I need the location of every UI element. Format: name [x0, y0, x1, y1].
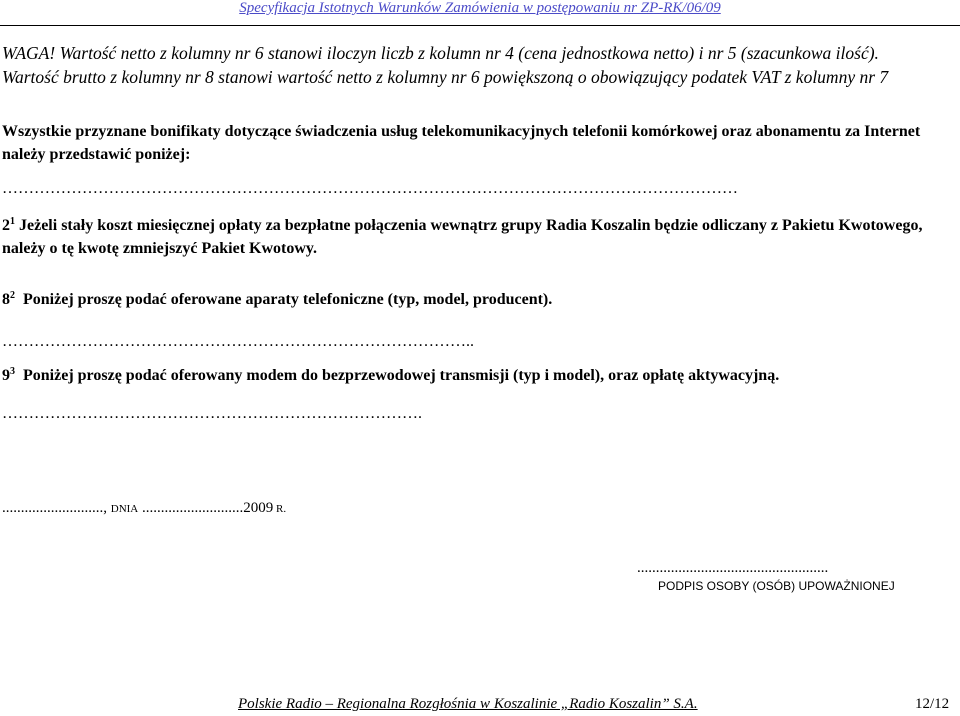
bonuses-line-2: należy przedstawić poniżej: [2, 146, 191, 163]
footnote-1-line-2: należy o tę kwotę zmniejszyć Pakiet Kwotowy. [2, 240, 318, 257]
bonuses-line-1: Wszystkie przyznane bonifikaty dotyczące świadczenia usług telekomunikacyjnych telefonii komórkowej oraz abonamentu za Internet [2, 123, 921, 140]
date-line [2, 500, 286, 517]
footnote-2-marker: 8 [2, 291, 10, 308]
footnote-2-text: Poniżej proszę podać oferowane aparaty telefoniczne (typ, model, producent). [23, 291, 553, 308]
footer-company-name: Polskie Radio – Regionalna Rozgłośnia w Koszalinie „Radio Koszalin” S.A. [238, 696, 698, 712]
footnote-3-text: Poniżej proszę podać oferowany modem do bezprzewodowej transmisji (typ i model), oraz opłatę aktywacyjną. [23, 367, 780, 384]
footer-company [238, 696, 698, 713]
dnia-label: DNIA [110, 503, 139, 515]
date-fill: ........................... [138, 500, 244, 516]
footnote-2-fill-line: …………………………………………………………………………….. [2, 333, 474, 350]
footnote-2 [2, 291, 552, 309]
note-line-2: Wartość brutto z kolumny nr 8 stanowi wartość netto z kolumny nr 6 powiększoną o obowiązujący podatek VAT z kolumny nr 7 [2, 67, 889, 87]
page-number: 12/12 [915, 696, 950, 712]
header-divider [0, 25, 960, 26]
year-suffix: R. [273, 503, 287, 515]
signature-fill-line: ................................................... [637, 560, 829, 576]
document-header: Specyfikacja Istotnych Warunków Zamówienia w postępowaniu nr ZP-RK/06/09 [239, 0, 721, 16]
footnote-1-sup: 1 [10, 216, 15, 227]
note-line-1: WAGA! Wartość netto z kolumny nr 6 stanowi iloczyn liczb z kolumn nr 4 (cena jednostkowa netto) i nr 5 (szacunkowa ilość). [2, 43, 879, 63]
place-fill: ..........................., [2, 500, 111, 516]
footnote-1-marker: 2 [2, 217, 10, 234]
year-value: 2009 [243, 500, 274, 516]
bonuses-fill-line: ………………………………………………………………………………………………………………………… [2, 180, 738, 197]
footnote-3 [2, 367, 779, 385]
footnote-3-sup: 3 [10, 366, 15, 377]
footnote-2-sup: 2 [10, 290, 15, 301]
footnote-3-marker: 9 [2, 367, 10, 384]
footnote-1 [2, 217, 922, 235]
footnote-3-fill-line: ……………………………………………………………………. [2, 405, 422, 422]
signature-caption: PODPIS OSOBY (OSÓB) UPOWAŻNIONEJ [658, 579, 895, 593]
footnote-1-line-1: Jeżeli stały koszt miesięcznej opłaty za bezpłatne połączenia wewnątrz grupy Radia Koszalin będzie odliczany z Pakietu Kwotowego, [19, 217, 923, 234]
